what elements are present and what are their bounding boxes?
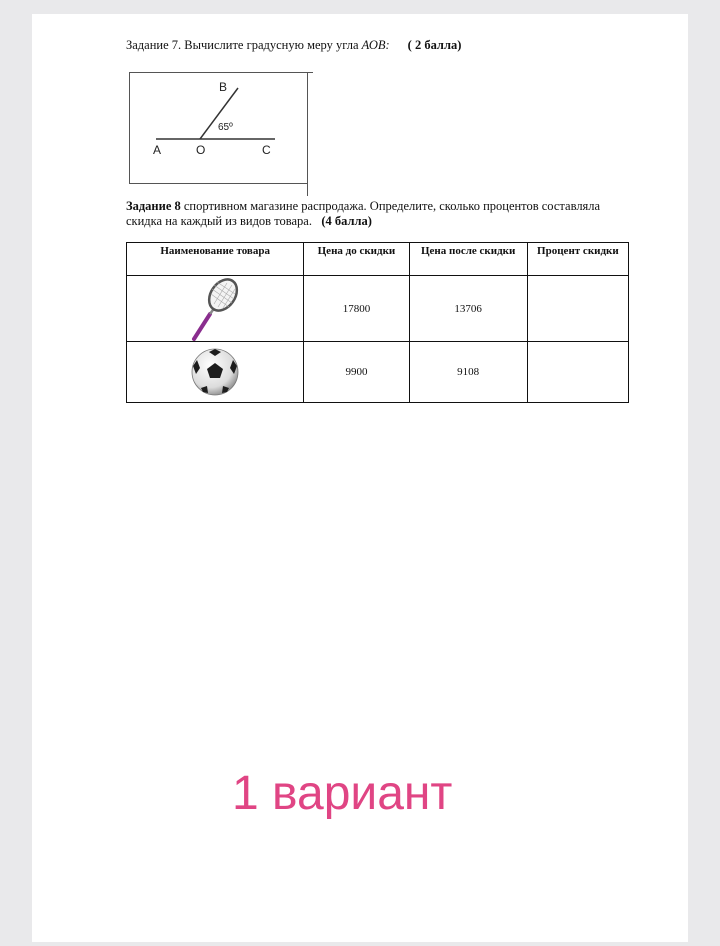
product-cell	[127, 276, 304, 342]
task-7-text: Задание 7. Вычислите градусную меру угла	[126, 38, 362, 52]
table-row	[127, 342, 629, 403]
task-8-heading	[126, 199, 636, 229]
label-a: A	[153, 143, 162, 157]
header-product: Наименование товара	[127, 243, 304, 276]
task-7-heading	[126, 38, 461, 53]
price-before-cell: 17800	[304, 276, 409, 342]
price-after-cell: 13706	[409, 276, 527, 342]
table-row	[127, 276, 629, 342]
task-8-number: Задание 8	[126, 199, 181, 213]
price-after-cell: 9108	[409, 342, 527, 403]
task-7-points: ( 2 балла)	[407, 38, 462, 52]
variant-label: 1 вариант	[232, 767, 453, 820]
angle-figure	[129, 72, 313, 196]
tennis-racket-icon	[188, 277, 242, 341]
label-o: O	[196, 143, 206, 157]
header-price-after: Цена после скидки	[409, 243, 527, 276]
task-8-points: (4 балла)	[321, 214, 372, 228]
header-percent: Процент скидки	[527, 243, 628, 276]
label-b: B	[219, 80, 228, 94]
table-header-row	[127, 243, 629, 276]
percent-cell	[527, 342, 628, 403]
price-before-cell: 9900	[304, 342, 409, 403]
task-8-text: спортивном магазине распродажа. Определите, сколько процентов составляла скидка на каждый из видов товара.	[126, 199, 601, 228]
task-7-angle: АОВ:	[361, 38, 390, 52]
header-price-before: Цена до скидки	[304, 243, 409, 276]
label-degree: 65º	[218, 122, 233, 133]
goods-table	[126, 242, 629, 403]
product-cell	[127, 342, 304, 403]
document-page	[32, 14, 688, 942]
soccer-ball-icon	[189, 346, 241, 398]
label-c: C	[262, 143, 271, 157]
percent-cell	[527, 276, 628, 342]
